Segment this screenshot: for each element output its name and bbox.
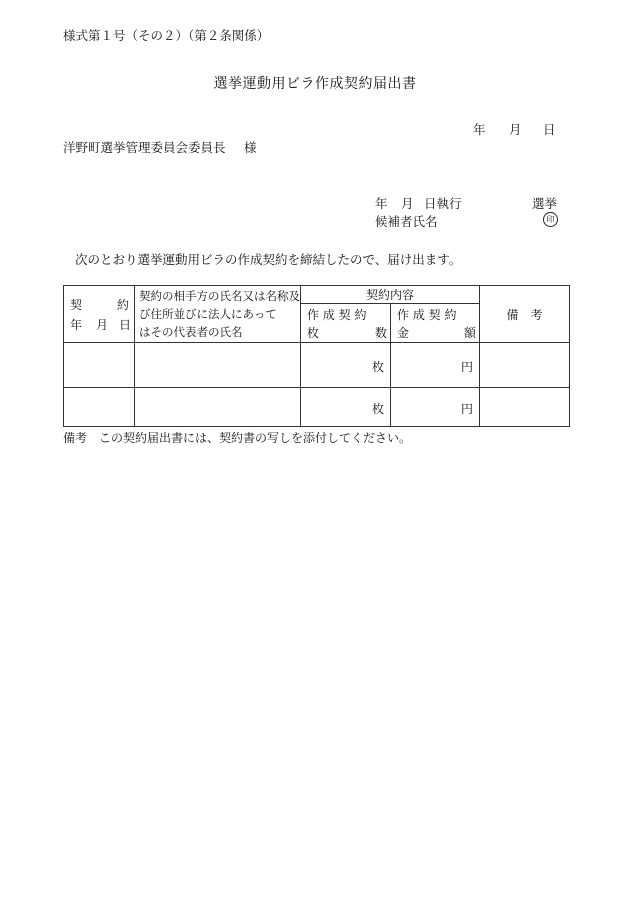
form-number: 様式第１号（その２）（第２条関係） bbox=[63, 28, 270, 43]
addressee-name: 洋野町選挙管理委員会委員長 bbox=[63, 140, 226, 155]
header-contract-date: 契 約 年 月 日 bbox=[64, 286, 135, 343]
header-amount: 作 成 契 約 金 額 bbox=[391, 304, 480, 343]
cell-amount[interactable]: 円 bbox=[391, 388, 480, 427]
cell-count[interactable]: 枚 bbox=[301, 343, 391, 388]
header-contract-contents: 契約内容 bbox=[301, 286, 480, 304]
header-contract-party: 契約の相手方の氏名又は名称及 び住所並びに法人にあって はその代表者の氏名 bbox=[135, 286, 301, 343]
cell-contract-date[interactable] bbox=[64, 343, 135, 388]
header-remarks: 備 考 bbox=[480, 286, 570, 343]
candidate-label: 候補者氏名 bbox=[375, 214, 438, 229]
election-year: 年 bbox=[375, 196, 388, 211]
cell-remarks[interactable] bbox=[480, 343, 570, 388]
addressee-honorific: 様 bbox=[244, 140, 257, 155]
date-year: 年 bbox=[473, 122, 486, 137]
date-day: 日 bbox=[543, 122, 556, 137]
cell-amount[interactable]: 円 bbox=[391, 343, 480, 388]
cell-remarks[interactable] bbox=[480, 388, 570, 427]
cell-contract-date[interactable] bbox=[64, 388, 135, 427]
page-title: 選挙運動用ビラ作成契約届出書 bbox=[213, 76, 417, 92]
table-row bbox=[64, 388, 570, 427]
cell-count[interactable]: 枚 bbox=[301, 388, 391, 427]
cell-contract-party[interactable] bbox=[135, 388, 301, 427]
seal-mark-icon: 印 bbox=[543, 212, 558, 227]
date-month: 月 bbox=[509, 122, 522, 137]
cell-contract-party[interactable] bbox=[135, 343, 301, 388]
election-month: 月 bbox=[401, 196, 414, 211]
election-day-exec: 日執行 bbox=[424, 196, 462, 211]
footnote: 備考 この契約届出書には、契約書の写しを添付してください。 bbox=[63, 431, 412, 445]
contract-table bbox=[63, 285, 570, 427]
election-label: 選挙 bbox=[532, 196, 558, 211]
statement: 次のとおり選挙運動用ビラの作成契約を締結したので、届け出ます。 bbox=[75, 252, 462, 267]
header-count: 作 成 契 約 枚 数 bbox=[301, 304, 391, 343]
table-row bbox=[64, 343, 570, 388]
